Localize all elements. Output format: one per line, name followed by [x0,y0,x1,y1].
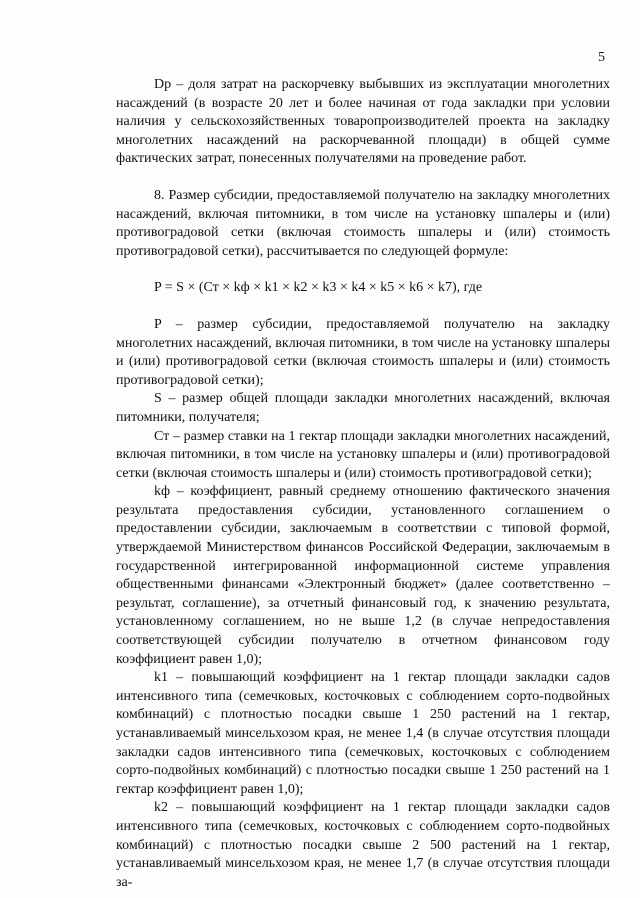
paragraph-s-definition: S – размер общей площади закладки многолетних насаждений, включая питомники, получателя; [116,391,610,425]
document-body [116,76,610,892]
subsidy-formula: P = S × (Ст × kф × k1 × k2 × k3 × k4 × k5 × k6 × k7), где [154,280,483,296]
paragraph-clause-8: 8. Размер субсидии, предоставляемой получателю на закладку многолетних насаждений, включая питомники, в том числе на установку шпалеры и (или) противоградовой сетки (включая стоимость шпалеры и (или) стоимость противоградовой сетки), рассчитывается по следующей формуле: [116,187,610,259]
paragraph-k1-definition: k1 – повышающий коэффициент на 1 гектар площади закладки садов интенсивного типа (семечковых, косточковых с соблюдением сорто-подвойных комбинаций) с плотностью посадки свыше 1 250 растений на 1 гектар, устанавливаемый минсельхозом края, не менее 1,4 (в случае отсутствия площади закладки садов интенсивного типа (семечковых, косточковых с соблюдением сорто-подвойных комбинаций) с плотностью посадки свыше 1 250 растений на 1 гектар коэффициент равен 1,0); [116,670,610,797]
page-number: 5 [598,50,605,65]
paragraph-k2-definition: k2 – повышающий коэффициент на 1 гектар площади закладки садов интенсивного типа (семечковых, косточковых с соблюдением сорто-подвойных комбинаций) с плотностью посадки свыше 2 500 растений на 1 гектар, устанавливаемый минсельхозом края, не менее 1,7 (в случае отсутствия площади за- [116,800,610,890]
paragraph-kf-definition: kф – коэффициент, равный среднему отношению фактического значения результата предоставления субсидии, установленного соглашением о предоставлении субсидии, заключаемым в соответствии с типовой формой, утверждаемой Министерством финансов Российской Федерации, заключаемым в государственной интегрированной информационной системе управления общественными финансами «Электронный бюджет» (далее соответственно – результат, соглашение), за отчетный финансовый год, к значению результата, установленному соглашением, но не выше 1,2 (в случае непредоставления соответствующей субсидии получателю в отчетном финансовом году коэффициент равен 1,0); [116,484,610,667]
paragraph-p-definition: P – размер субсидии, предоставляемой получателю на закладку многолетних насаждений, включая питомники, в том числе на установку шпалеры и (или) противоградовой сетки (включая стоимость шпалеры и (или) стоимость противоградовой сетки); [116,316,610,388]
paragraph-st-definition: Ст – размер ставки на 1 гектар площади закладки многолетних насаждений, включая питомники, в том числе на установку шпалеры и (или) противоградовой сетки (включая стоимость шпалеры и (или) стоимость противоградовой сетки); [116,428,610,481]
paragraph-dr-definition: Dр – доля затрат на раскорчевку выбывших из эксплуатации многолетних насаждений (в возрасте 20 лет и более начиная от года закладки при условии наличия у сельскохозяйственных товаропроизводителей проекта на закладку многолетних насаждений на раскорчеванной площади) в общей сумме фактических затрат, понесенных получателями на проведение работ. [116,77,610,167]
